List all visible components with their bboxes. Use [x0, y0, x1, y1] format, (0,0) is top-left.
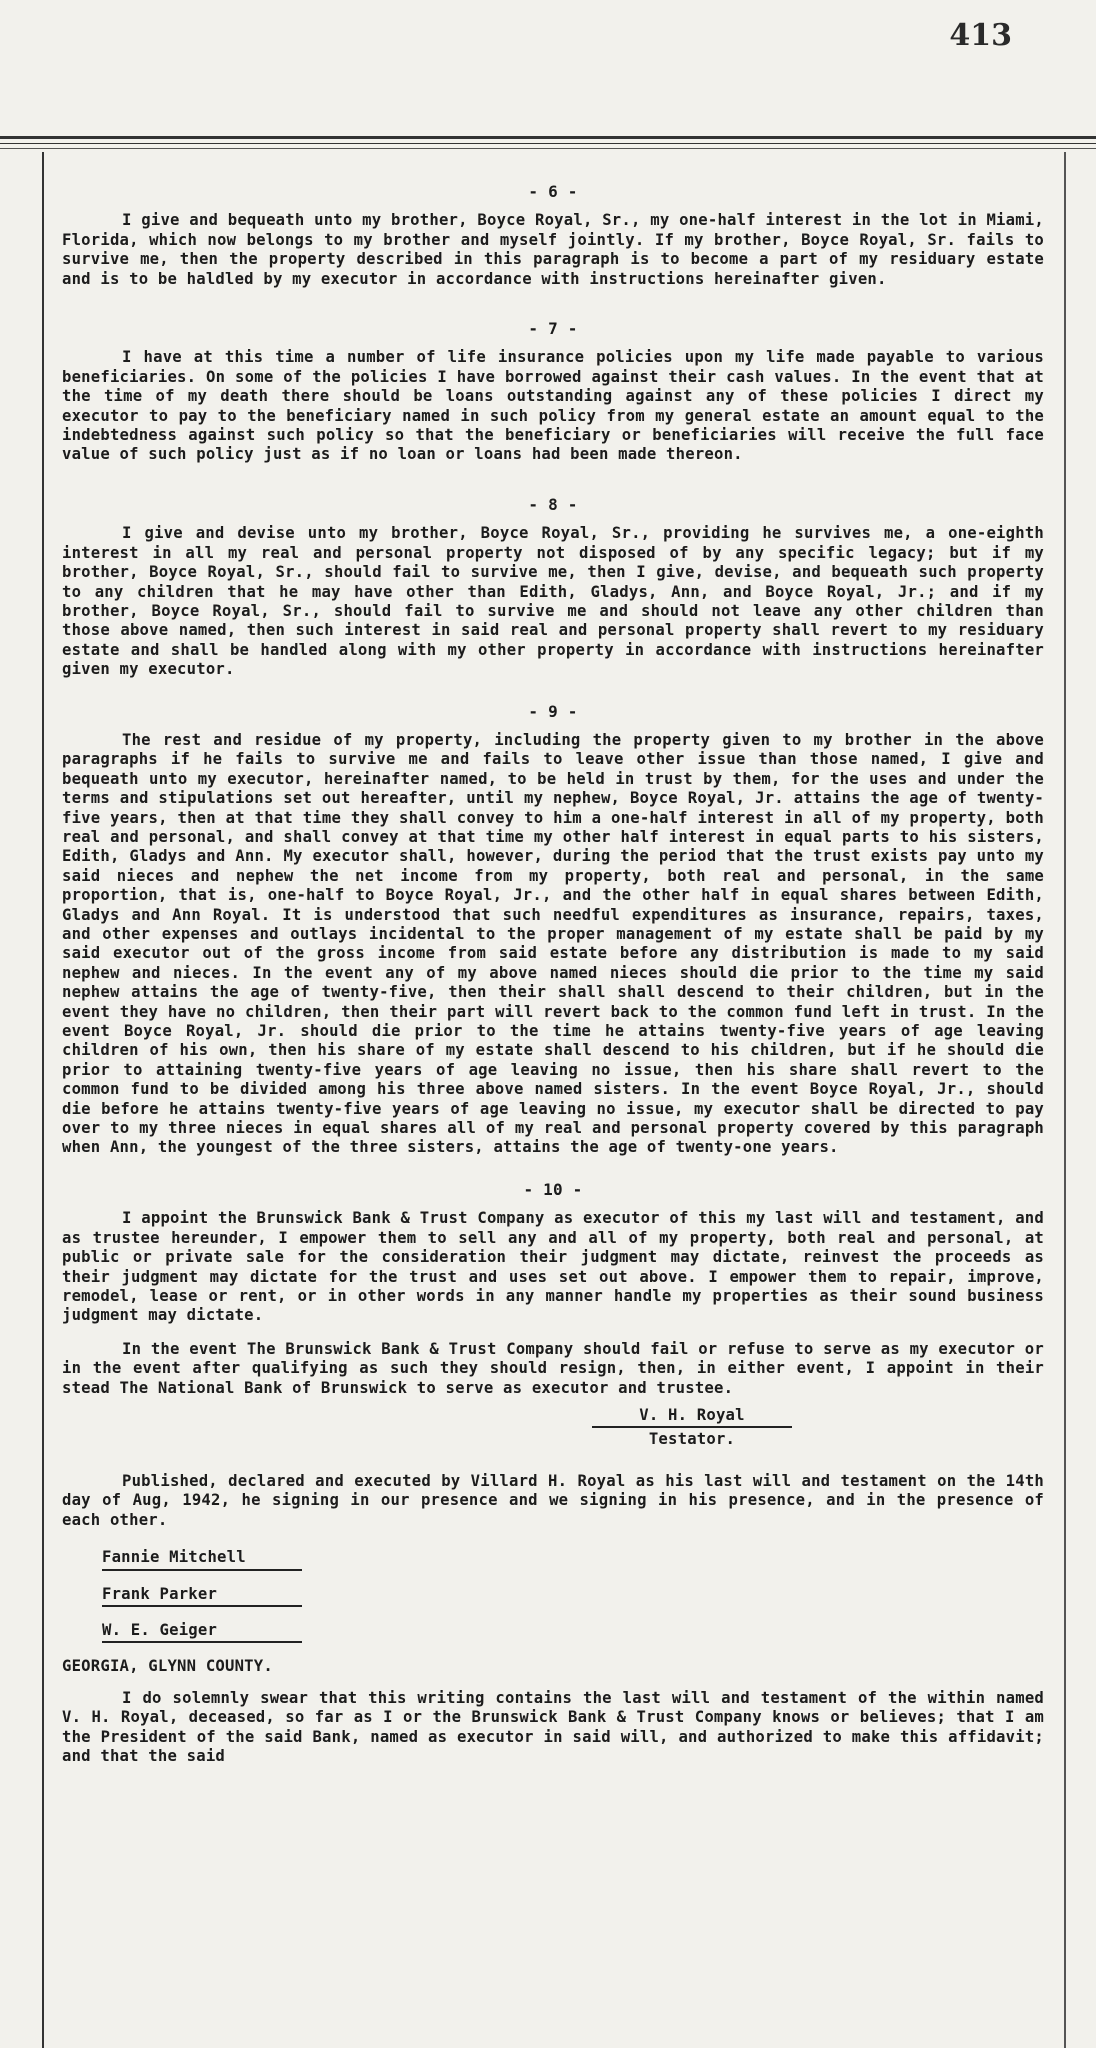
- section-paragraph: The rest and residue of my property, including the property given to my brother in the above paragraphs if he fails to survive me and fails to leave other issue than those named, I give and bequeath unto my executor, hereinafter named, to be held in trust by them, for the uses and under the terms and stipulations set out hereafter, until my nephew, Boyce Royal, Jr. attains the age of twenty-five years, then at that time they shall convey to him a one-half interest in all of my property, both real and personal, and shall convey at that time my other half interest in equal parts to his sisters, Edith, Gladys and Ann. My executor shall, however, during the period that the trust exists pay unto my said nieces and nephew the net income from my property, both real and personal, in the same proportion, that is, one-half to Boyce Royal, Jr., and the other half in equal shares between Edith, Gladys and Ann Royal. It is understood that such needful expenditures as insurance, repairs, taxes, and other expenses and outlays incidental to the proper management of my estate shall be paid by my said executor out of the gross income from said estate before any distribution is made to my said nephew and nieces. In the event any of my above named nieces should die prior to the time my said nephew attains the age of twenty-five, then their shall shall descend to their children, but in the event they have no children, then their part will revert back to the common fund left in trust. In the event Boyce Royal, Jr. should die prior to the time he attains twenty-five years of age leaving children of his own, then his share of my estate shall descend to his children, but if he should die prior to attaining twenty-five years of age leaving no issue, then his share shall revert to the common fund to be divided among his three above named sisters. In the event Boyce Royal, Jr., should die before he attains twenty-five years of age leaving no issue, my executor shall be directed to pay over to my three nieces in equal shares all of my real and personal property covered by this paragraph when Ann, the youngest of the three sisters, attains the age of twenty-one years.: [62, 730, 1044, 1157]
- testator-signature: V. H. Royal: [592, 1406, 792, 1428]
- section-paragraph: I give and bequeath unto my brother, Boyce Royal, Sr., my one-half interest in the lot in Miami, Florida, which now belongs to my brother and myself jointly. If my brother, Boyce Royal, Sr. fails to survive me, then the property described in this paragraph is to become a part of my residuary estate and is to be haldled by my executor in accordance with instructions hereinafter given.: [62, 211, 1044, 288]
- page-number: 413: [949, 18, 1012, 53]
- county-heading: GEORGIA, GLYNN COUNTY.: [62, 1657, 273, 1676]
- witness-signature: W. E. Geiger: [102, 1621, 302, 1643]
- testator-signature-block: [62, 1406, 1044, 1458]
- section-number: - 10 -: [523, 1179, 583, 1199]
- testator-role: Testator.: [648, 1429, 736, 1448]
- right-margin-rule: [1064, 152, 1066, 2048]
- header-rule-thin: [0, 148, 1096, 149]
- header-rule: [0, 136, 1096, 144]
- section-6: [62, 182, 1044, 289]
- witness-list: [62, 1548, 1044, 1643]
- affidavit-paragraph: I do solemnly swear that this writing contains the last will and testament of the within named V. H. Royal, deceased, so far as I or the Brunswick Bank & Trust Company knows or believes; that I am the President of the said Bank, named as executor in said will, and authorized to make this affidavit; and that the said: [62, 1688, 1044, 1765]
- section-paragraph: I have at this time a number of life insurance policies upon my life made payable to various beneficiaries. On some of the policies I have borrowed against their cash values. In the event that at the time of my death there should be loans outstanding against any of these policies I direct my executor to pay to the beneficiary named in such policy from my general estate an amount equal to the indebtedness against such policy so that the beneficiary or beneficiaries will receive the full face value of such policy just as if no loan or loans had been made thereon.: [62, 348, 1044, 464]
- section-8: [62, 495, 1044, 680]
- section-paragraph: I appoint the Brunswick Bank & Trust Company as executor of this my last will and testament, and as trustee hereunder, I empower them to sell any and all of my property, both real and personal, at public or private sale for the consideration their judgment may dictate, reinvest the proceeds as their judgment may dictate for the trust and uses set out above. I empower them to repair, improve, remodel, lease or rent, or in other words in any manner handle my properties as their sound business judgment may dictate.: [62, 1209, 1044, 1325]
- attestation-clause: Published, declared and executed by Villard H. Royal as his last will and testament on the 14th day of Aug, 1942, he signing in our presence and we signing in his presence, and in the presence of each other.: [62, 1471, 1044, 1529]
- section-number: - 9 -: [528, 701, 578, 721]
- section-number: - 6 -: [528, 182, 578, 201]
- witness-signature: Frank Parker: [102, 1585, 302, 1607]
- section-paragraph: In the event The Brunswick Bank & Trust Company should fail or refuse to serve as my executor or in the event after qualifying as such they should resign, then, in either event, I appoint in their stead The National Bank of Brunswick to serve as executor and trustee.: [62, 1339, 1044, 1397]
- will-document: [62, 182, 1044, 1774]
- section-9: [62, 702, 1044, 1158]
- section-7: [62, 319, 1044, 465]
- left-margin-rule: [42, 152, 44, 2048]
- witness-signature: Fannie Mitchell: [102, 1548, 302, 1570]
- section-10: [62, 1180, 1044, 1398]
- section-paragraph: I give and devise unto my brother, Boyce Royal, Sr., providing he survives me, a one-eighth interest in all my real and personal property not disposed of by any specific legacy; but if my brother, Boyce Royal, Sr., should fail to survive me, then I give, devise, and bequeath such property to any children that he may have other than Edith, Gladys, Ann, and Boyce Royal, Jr.; and if my brother, Boyce Royal, Sr., should fail to survive me and should not leave any other children than those above named, then such interest in said real and personal property shall revert to my residuary estate and shall be handled along with my other property in accordance with instructions hereinafter given my executor.: [62, 524, 1044, 679]
- section-number: - 8 -: [528, 494, 578, 514]
- section-number: - 7 -: [528, 319, 578, 339]
